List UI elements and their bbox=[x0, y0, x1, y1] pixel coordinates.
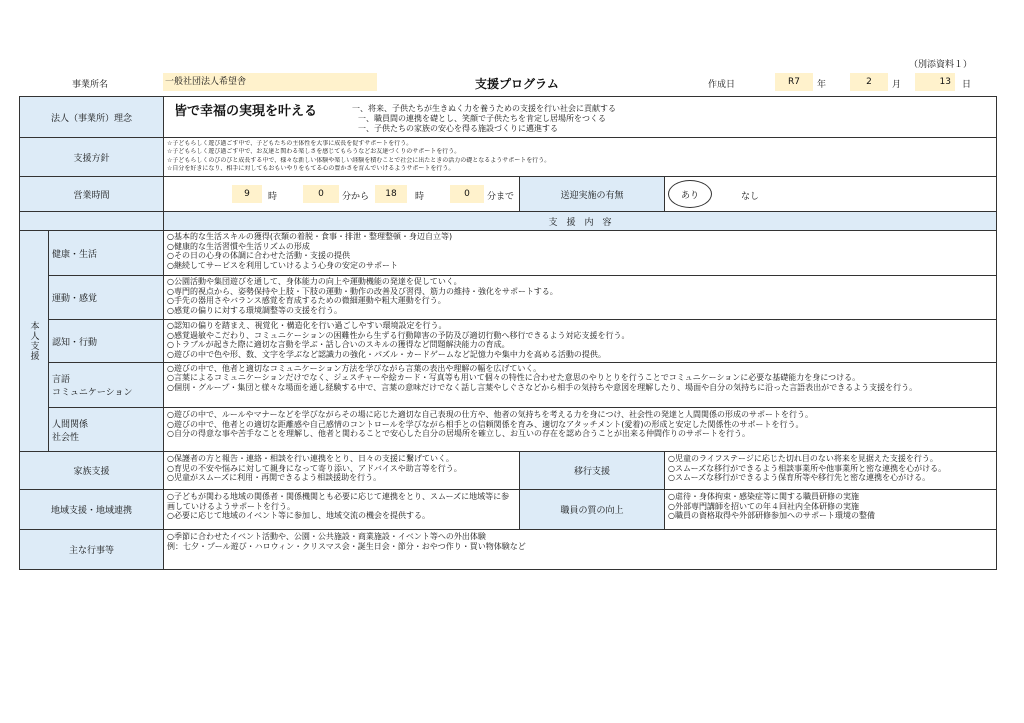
category-health-life: 健康・生活 bbox=[48, 230, 164, 276]
content-line: ○スムーズな移行ができるよう相談事業所や他事業所と密な連携を心がける。 bbox=[668, 463, 947, 473]
content-line: ○遊びの中で、ルールやマナーなどを学びながらその場に応じた適切な自己表現の仕方や、他者の気持ちを考える力を身につけ、社会性の発達と人間関係の形成のサポートを行う。 bbox=[167, 410, 814, 419]
content-line: ○継続してサービスを利用していけるよう心身の安定のサポート bbox=[167, 260, 398, 270]
content-line: ○季節に合わせたイベント活動や、公園・公共施設・商業施設・イベント等への外出体験 bbox=[167, 532, 486, 541]
close-minute-field[interactable]: 0 bbox=[450, 185, 484, 203]
content-line: ○外部専門講師を招いての年４回社内全体研修の実施 bbox=[668, 501, 859, 511]
events-label: 主な行事等 bbox=[19, 529, 164, 570]
hour-unit: 時 bbox=[415, 192, 425, 202]
self-support-group-label: 本人支援 bbox=[19, 230, 49, 452]
day-field[interactable]: 13 bbox=[915, 73, 955, 91]
month-unit: 月 bbox=[892, 80, 902, 90]
events-content bbox=[163, 529, 997, 570]
content-line: ○必要に応じて地域のイベント等に参加し、地域交流の機会を提供する。 bbox=[167, 511, 430, 521]
close-hour-field[interactable]: 18 bbox=[375, 185, 407, 203]
policy-item: ☆子どもらしく遊び過ごす中で、お友達と関わる楽しさを感じてもらうなどお友達づくりのサポートを行う。 bbox=[167, 148, 461, 156]
support-header-left bbox=[19, 211, 164, 231]
motor-sensory-content bbox=[163, 275, 997, 320]
policy-item: ☆自分を好きになり、相手に対してもおもいやりをもてる心の豊かさを育んでいけるようサポートを行う。 bbox=[167, 165, 455, 173]
family-support-content bbox=[163, 451, 520, 490]
open-hour-field[interactable]: 9 bbox=[232, 185, 262, 203]
content-line: ○公園活動や集団遊びを通して、身体能力の向上や運動機能の発達を促していく。 bbox=[167, 277, 462, 286]
content-line: ○基本的な生活スキルの獲得(衣類の着脱・食事・排泄・整理整頓・身辺自立等) bbox=[167, 232, 453, 241]
transport-no-option[interactable]: なし bbox=[741, 192, 760, 202]
philosophy-item: 一、子供たちの家族の安心を得る施設づくりに邁進する bbox=[358, 124, 558, 133]
philosophy-label: 法人（事業所）理念 bbox=[19, 96, 164, 138]
office-name-field[interactable]: 一般社団法人希望舎 bbox=[163, 73, 377, 91]
content-line: ○トラブルが起きた際に適切な言動を学ぶ・話し合いのスキルの獲得など問題解決能力の育成。 bbox=[167, 340, 510, 350]
day-unit: 日 bbox=[962, 80, 972, 90]
from-label: 分から bbox=[342, 192, 370, 202]
transport-label: 送迎実施の有無 bbox=[519, 176, 665, 212]
hours-label: 営業時間 bbox=[19, 176, 164, 212]
until-label: 分まで bbox=[487, 192, 515, 202]
transition-support-content bbox=[664, 451, 997, 490]
content-line: ○スムーズな移行ができるよう保育所等や移行先と密な連携を心がける。 bbox=[668, 473, 931, 483]
family-support-label: 家族支援 bbox=[19, 451, 164, 490]
staff-quality-content bbox=[664, 489, 997, 530]
content-line: ○児童がスムーズに利用・再開できるよう相談援助を行う。 bbox=[167, 473, 382, 483]
year-unit: 年 bbox=[817, 80, 827, 90]
content-line: ○虐待・身体拘束・感染症等に関する職員研修の実施 bbox=[668, 492, 859, 501]
policy-content bbox=[163, 137, 997, 177]
philosophy-content bbox=[163, 96, 997, 138]
page-title: 支援プログラム bbox=[475, 77, 559, 91]
content-line: ○専門的視点から、姿勢保持や上肢・下肢の運動・動作の改善及び習得、筋力の維持・強化をサポートする。 bbox=[167, 286, 558, 296]
philosophy-item: 一、将来、子供たちが生きぬく力を養うための支援を行い社会に貢献する bbox=[352, 104, 616, 113]
content-line: 例：七夕・プール遊び・ハロウィン・クリスマス会・誕生日会・節分・おやつ作り・買い物体験など bbox=[167, 541, 526, 551]
philosophy-item: 一、職員間の連携を礎とし、笑顔で子供たちを肯定し居場所をつくる bbox=[358, 114, 606, 123]
content-line: ○遊びの中で色や形、数、文字を学ぶなど認識力の強化・パズル・カードゲームなど記憶力や集中力を高める活動の提供。 bbox=[167, 349, 606, 359]
category-cognition-behavior: 認知・行動 bbox=[48, 319, 164, 363]
community-support-content bbox=[163, 489, 520, 530]
content-line: ○感覚の偏りに対する環境調整等の支援を行う。 bbox=[167, 305, 342, 315]
policy-label: 支援方針 bbox=[19, 137, 164, 177]
era-field[interactable]: R7 bbox=[775, 73, 813, 91]
transport-yes-label: あり bbox=[680, 190, 699, 201]
open-minute-field[interactable]: 0 bbox=[303, 185, 339, 203]
community-support-label: 地域支援・地域連携 bbox=[19, 489, 164, 530]
month-field[interactable]: 2 bbox=[850, 73, 888, 91]
content-line: ○遊びの中で、他者と適切なコミュニケーション方法を学びながら言葉の表出や理解の幅を広げていく。 bbox=[167, 364, 542, 373]
transport-yes-option[interactable] bbox=[668, 180, 712, 208]
content-line: ○感覚過敏やこだわり、コミュニケーションの困難性から生ずる行動障害の予防及び適切行動へ移行できるよう対応支援を行う。 bbox=[167, 330, 630, 340]
philosophy-motto: 皆で幸福の実現を叶える bbox=[174, 104, 318, 119]
relationships-social-content bbox=[163, 407, 997, 452]
staff-quality-label: 職員の質の向上 bbox=[519, 489, 665, 530]
category-relationships-social: 人間関係 社会性 bbox=[48, 407, 164, 452]
content-line: ○職員の資格取得や外部研修参加へのサポート環境の整備 bbox=[668, 511, 875, 521]
content-line: ○自分の得意な事や苦手なことを理解し、他者と関わることで安心した自分の居場所を確立し、お互いの存在を認め合うことが出来る仲間作りのサポートを行う。 bbox=[167, 429, 750, 439]
cognition-behavior-content bbox=[163, 319, 997, 363]
health-life-content bbox=[163, 230, 997, 276]
content-line: ○遊びの中で、他者との適切な距離感や自己感情のコントロールを学びながら相手との信頼関係を育み、適切なアタッチメント(愛着)の形成と安定した関係性のサポートを行う。 bbox=[167, 419, 804, 429]
language-communication-content bbox=[163, 362, 997, 408]
content-line: ○育児の不安や悩みに対して親身になって寄り添い、アドバイスや助言等を行う。 bbox=[167, 463, 462, 473]
category-motor-sensory: 運動・感覚 bbox=[48, 275, 164, 320]
content-line: ○その日の心身の体調に合わせた活動・支援の提供 bbox=[167, 251, 350, 261]
content-line: ○言葉によるコミュニケーションだけでなく、ジェスチャーや絵カード・写真等も用いて個々の特性に合わせた意思のやりとりを行うことでコミュニケーションに必要な基礎能力を身につける。 bbox=[167, 373, 861, 383]
content-line: ○子どもが関わる地域の関係者・関係機関とも必要に応じて連携をとり、スムーズに地域等に参画していけるようサポートを行う。 bbox=[167, 492, 510, 511]
hour-unit: 時 bbox=[268, 192, 278, 202]
content-line: ○手先の器用さやバランス感覚を育成するための微細運動や粗大運動を行う。 bbox=[167, 296, 446, 306]
content-line: ○健康的な生活習慣や生活リズムの形成 bbox=[167, 241, 310, 251]
content-line: ○認知の偏りを踏まえ、視覚化・構造化を行い過ごしやすい環境設定を行う。 bbox=[167, 321, 447, 330]
content-line: ○保護者の方と報告・連絡・相談を行い連携をとり、日々の支援に繋げていく。 bbox=[167, 454, 454, 463]
created-date-label: 作成日 bbox=[708, 80, 736, 90]
category-language-communication: 言語 コミュニケーション bbox=[48, 362, 164, 408]
policy-item: ☆子どもらしくのびのびと成長する中で、様々な新しい体験や楽しい経験を積むことで社会に出たときの活力の礎となるようサポートを行う。 bbox=[167, 156, 551, 164]
transition-support-label: 移行支援 bbox=[519, 451, 665, 490]
annex-label: （別添資料１） bbox=[908, 60, 972, 70]
office-label: 事業所名 bbox=[72, 80, 109, 90]
policy-item: ☆子どもらしく遊び過ごす中で、子どもたちの主体性を大事に成長を促すサポートを行う。 bbox=[167, 140, 413, 147]
content-line: ○個別・グループ・集団と様々な場面を通し経験する中で、言葉の意味だけでなく話し言葉やしぐさなどから相手の気持ちや意図を理解したり、場面や自分の気持ちに沿った言語表出ができるよう支援を行う。 bbox=[167, 382, 918, 392]
content-line: ○児童のライフステージに応じた切れ目のない将来を見据えた支援を行う。 bbox=[668, 454, 938, 463]
support-contents-header: 支 援 内 容 bbox=[163, 211, 997, 231]
